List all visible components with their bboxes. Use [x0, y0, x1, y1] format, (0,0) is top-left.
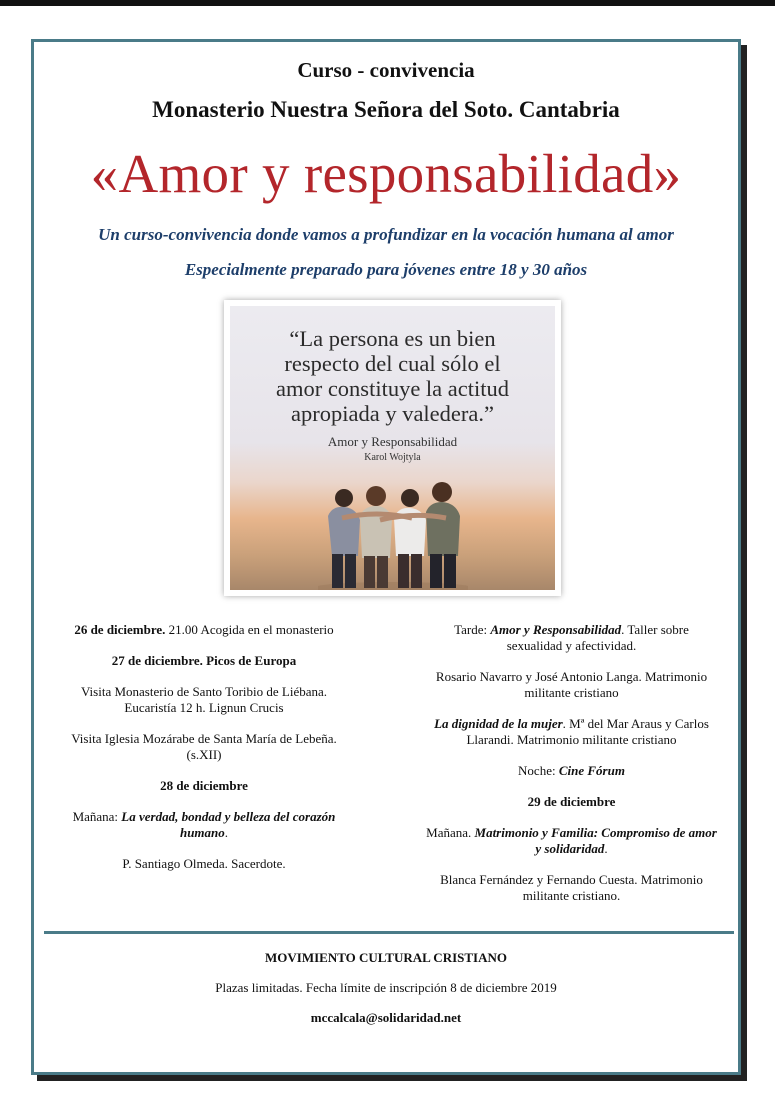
quote-line: amor constituye la actitud [275, 376, 510, 401]
location-heading: Monasterio Nuestra Señora del Soto. Cantabria [152, 97, 620, 122]
day29-speakers: Blanca Fernández y Fernando Cuesta. Matrimonio militante cristiano. [440, 872, 703, 903]
course-type: Curso - convivencia [297, 58, 475, 82]
afternoon-text: . Taller sobre sexualidad y afectividad. [506, 622, 689, 653]
day27-visit1: Visita Monasterio de Santo Toribio de Liébana. Eucaristía 12 h. Lignun Crucis [80, 684, 328, 715]
dignity-topic: La dignidad de la mujer [434, 716, 563, 731]
top-bar [0, 0, 775, 6]
day26-line [44, 622, 364, 638]
day29-morning-topic: Matrimonio y Familia: Compromiso de amor y solidaridad [474, 825, 717, 856]
registration-info: Plazas limitadas. Fecha límite de inscripción 8 de diciembre 2019 [215, 980, 557, 995]
day28-speaker: P. Santiago Olmeda. Sacerdote. [122, 856, 286, 871]
embracing-people-illustration [318, 476, 468, 590]
quote-author: Karol Wojtyla [364, 452, 421, 463]
dignity-text: . Mª del Mar Araus y Carlos Llarandi. Matrimonio militante cristiano [466, 716, 709, 747]
quote-text [230, 326, 555, 426]
day29-title: 29 de diciembre [527, 794, 616, 809]
quote-image [230, 306, 555, 590]
subtitle-description: Un curso-convivencia donde vamos a profundizar en la vocación humana al amor [98, 225, 674, 244]
day26-text: 21.00 Acogida en el monasterio [165, 622, 334, 637]
poster-frame [31, 39, 741, 1075]
day29-morning-label: Mañana. [426, 825, 475, 840]
day27-visit2: Visita Iglesia Mozárabe de Santa María de Lebeña. (s.XII) [71, 731, 337, 762]
quote-book: Amor y Responsabilidad [327, 434, 458, 449]
dignity-session [409, 716, 734, 748]
poster-title: «Amor y responsabilidad» [90, 143, 682, 204]
afternoon-label: Tarde: [454, 622, 491, 637]
day27-title: 27 de diciembre. Picos de Europa [111, 653, 297, 668]
night-session [409, 763, 734, 779]
day28-morning-end: . [224, 825, 229, 840]
day28-morning-topic: La verdad, bondad y belleza del corazón humano [121, 809, 336, 840]
afternoon-topic: Amor y Responsabilidad [490, 622, 622, 637]
day28-morning [44, 809, 364, 841]
day29-morning-end: . [604, 841, 608, 856]
quote-line: apropiada y valedera.” [290, 401, 494, 426]
program-right-column [409, 622, 734, 919]
day28-title: 28 de diciembre [160, 778, 248, 793]
quote-card [224, 300, 561, 596]
afternoon-session [409, 622, 734, 654]
organization-name: MOVIMIENTO CULTURAL CRISTIANO [265, 950, 507, 965]
footer-divider [44, 931, 734, 934]
program-left-column [44, 622, 364, 887]
subtitle-audience: Especialmente preparado para jóvenes entre 18 y 30 años [184, 260, 588, 279]
day26-date: 26 de diciembre. [74, 622, 166, 637]
quote-line: “La persona es un bien [289, 326, 496, 351]
afternoon-speakers: Rosario Navarro y José Antonio Langa. Matrimonio militante cristiano [435, 669, 708, 700]
night-label: Noche: [518, 763, 559, 778]
quote-line: respecto del cual sólo el [284, 351, 501, 376]
day29-morning [409, 825, 734, 857]
day28-morning-label: Mañana: [72, 809, 122, 824]
night-topic: Cine Fórum [558, 763, 625, 778]
contact-email[interactable]: mccalcala@solidaridad.net [310, 1010, 462, 1025]
